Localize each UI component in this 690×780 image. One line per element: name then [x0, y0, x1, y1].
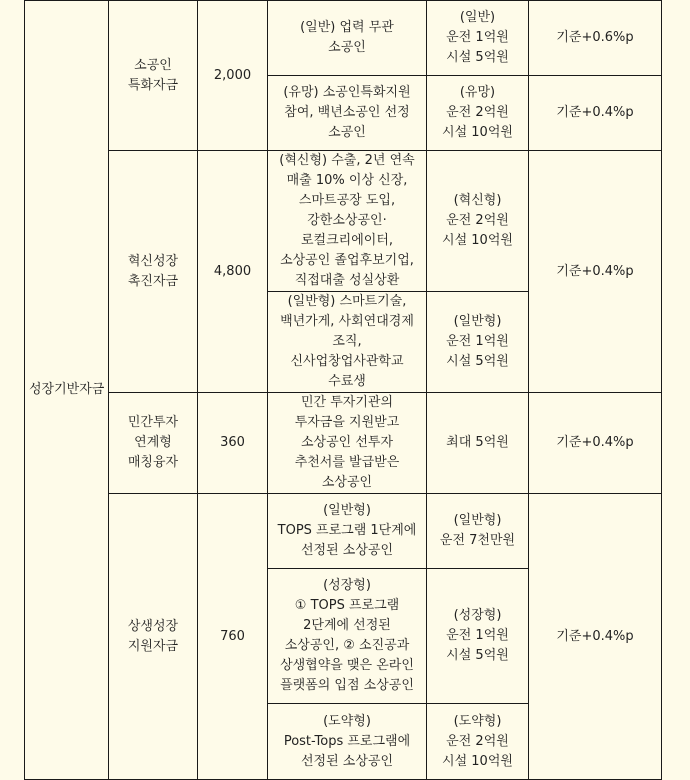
rate-cell: 기준+0.4%p: [529, 393, 662, 494]
program-budget-cell: 360: [198, 393, 268, 494]
target-cell: (일반형) TOPS 프로그램 1단계에 선정된 소상공인: [268, 494, 427, 569]
program-budget-cell: 2,000: [198, 1, 268, 151]
program-name-cell: 민간투자 연계형 매칭융자: [109, 393, 198, 494]
table-row: [25, 494, 662, 569]
limit-cell: (일반형) 운전 1억원 시설 5억원: [427, 292, 529, 393]
limit-cell: (도약형) 운전 2억원 시설 10억원: [427, 704, 529, 780]
target-cell: 민간 투자기관의 투자금을 지원받고 소상공인 선투자 추천서를 발급받은 소상공인: [268, 393, 427, 494]
target-cell: (일반형) 스마트기술, 백년가게, 사회연대경제 조직, 신사업창업사관학교 수료생: [268, 292, 427, 393]
limit-cell: (일반형) 운전 7천만원: [427, 494, 529, 569]
rate-cell: 기준+0.4%p: [529, 151, 662, 393]
target-cell: (혁신형) 수출, 2년 연속 매출 10% 이상 신장, 스마트공장 도입, 강한소상공인·로컬크리에이터, 소상공인 졸업후보기업, 직접대출 성실상환: [268, 151, 427, 292]
target-cell: (도약형) Post-Tops 프로그램에 선정된 소상공인: [268, 704, 427, 780]
target-cell: (유망) 소공인특화지원 참여, 백년소공인 선정 소공인: [268, 76, 427, 151]
program-budget-cell: 4,800: [198, 151, 268, 393]
rate-cell: 기준+0.6%p: [529, 1, 662, 76]
target-cell: (성장형) ① TOPS 프로그램 2단계에 선정된 소상공인, ② 소진공과 상생협약을 맺은 온라인 플랫폼의 입점 소상공인: [268, 569, 427, 704]
category-cell: 성장기반자금: [25, 1, 109, 780]
rate-cell: 기준+0.4%p: [529, 76, 662, 151]
table-row: [25, 393, 662, 494]
rate-cell: 기준+0.4%p: [529, 494, 662, 780]
limit-cell: 최대 5억원: [427, 393, 529, 494]
target-cell: (일반) 업력 무관 소공인: [268, 1, 427, 76]
limit-cell: (유망) 운전 2억원 시설 10억원: [427, 76, 529, 151]
limit-cell: (일반) 운전 1억원 시설 5억원: [427, 1, 529, 76]
limit-cell: (혁신형) 운전 2억원 시설 10억원: [427, 151, 529, 292]
loan-program-table: [24, 0, 662, 780]
program-name-cell: 소공인 특화자금: [109, 1, 198, 151]
program-budget-cell: 760: [198, 494, 268, 780]
program-name-cell: 상생성장 지원자금: [109, 494, 198, 780]
table-row: [25, 151, 662, 292]
table-row: [25, 1, 662, 76]
limit-cell: (성장형) 운전 1억원 시설 5억원: [427, 569, 529, 704]
program-name-cell: 혁신성장 촉진자금: [109, 151, 198, 393]
